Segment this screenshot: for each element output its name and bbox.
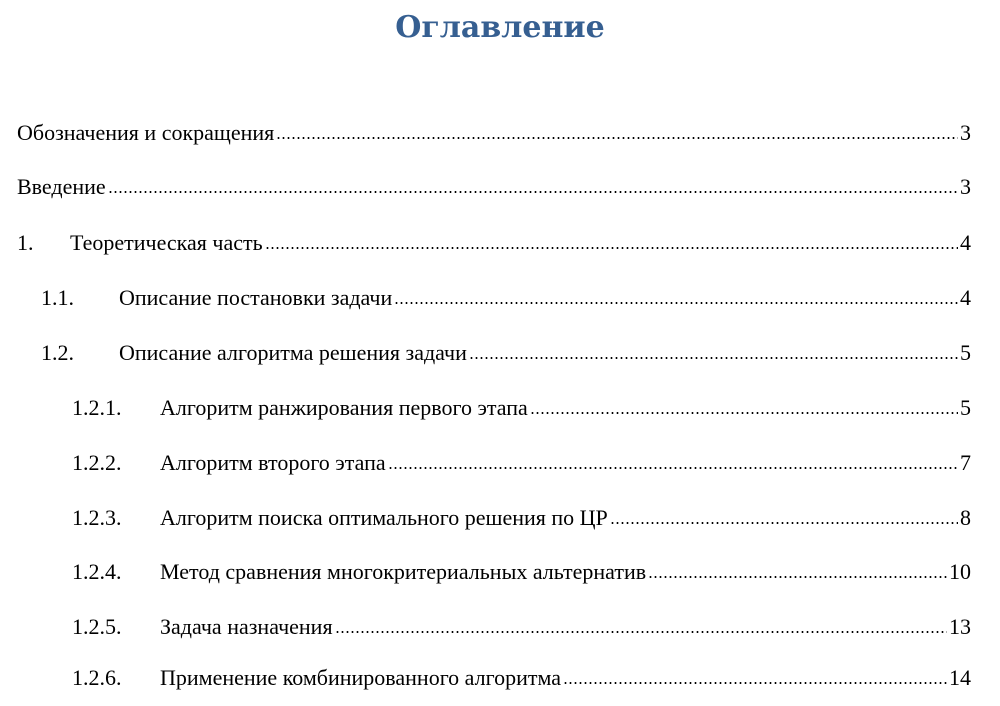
- toc-entry-text: Введение: [17, 174, 106, 199]
- toc-entry-text: Алгоритм ранжирования первого этапа: [160, 395, 528, 420]
- toc-entry-text: Применение комбинированного алгоритма: [160, 665, 562, 690]
- toc-entry-text: Задача назначения: [160, 614, 333, 639]
- toc-entry-text: Описание алгоритма решения задачи: [119, 340, 467, 365]
- toc-entry-number: 1.2.2.: [72, 450, 122, 475]
- toc-entry-page: 7: [960, 450, 971, 475]
- dot-leader: [469, 352, 958, 360]
- dot-leader: [394, 297, 958, 305]
- toc-entry-1-2-6[interactable]: [72, 663, 971, 693]
- toc-entry-1-2-3[interactable]: [72, 503, 971, 533]
- dot-leader: [530, 407, 958, 415]
- toc-entry-page: 5: [960, 340, 971, 365]
- toc-entry-number: 1.: [17, 230, 34, 255]
- toc-entry-number: 1.2.1.: [72, 395, 122, 420]
- toc-entry-text: Обозначения и сокращения: [17, 120, 275, 145]
- toc-entry-number: 1.2.4.: [72, 559, 122, 584]
- toc-entry-text: Теоретическая часть: [70, 230, 263, 255]
- toc-title: Оглавление: [395, 10, 605, 45]
- toc-entry-abbreviations[interactable]: [17, 118, 971, 148]
- dot-leader: [276, 132, 958, 140]
- toc-entry-1-2[interactable]: [41, 338, 971, 368]
- toc-entry-number: 1.2.3.: [72, 505, 122, 530]
- toc-entry-1-2-4[interactable]: [72, 557, 971, 587]
- toc-entry-1-1[interactable]: [41, 283, 971, 313]
- toc-entry-1-2-5[interactable]: [72, 612, 971, 642]
- toc-entry-text: Алгоритм второго этапа: [160, 450, 386, 475]
- toc-entry-1-2-1[interactable]: [72, 393, 971, 423]
- toc-entry-text: Описание постановки задачи: [119, 285, 393, 310]
- dot-leader: [610, 517, 958, 525]
- dot-leader: [335, 626, 947, 634]
- toc-entry-page: 8: [960, 505, 971, 530]
- toc-entry-page: 13: [949, 614, 971, 639]
- toc-entry-text: Метод сравнения многокритериальных альтернатив: [160, 559, 647, 584]
- toc-entry-page: 3: [960, 174, 971, 199]
- toc-entry-number: 1.1.: [41, 285, 74, 310]
- toc-entry-page: 10: [949, 559, 971, 584]
- toc-entry-number: 1.2.5.: [72, 614, 122, 639]
- dot-leader: [388, 462, 958, 470]
- toc-entry-page: 4: [960, 285, 971, 310]
- dot-leader: [563, 677, 947, 685]
- toc-entry-page: 5: [960, 395, 971, 420]
- dot-leader: [265, 242, 958, 250]
- toc-entry-page: 14: [949, 665, 971, 690]
- dot-leader: [648, 571, 947, 579]
- toc-entry-1-2-2[interactable]: [72, 448, 971, 478]
- toc-entry-number: 1.2.: [41, 340, 74, 365]
- dot-leader: [108, 186, 958, 194]
- toc-entry-text: Алгоритм поиска оптимального решения по ЦР: [160, 505, 608, 530]
- toc-entry-number: 1.2.6.: [72, 665, 122, 690]
- toc-entry-page: 4: [960, 230, 971, 255]
- toc-entry-1[interactable]: [17, 228, 971, 258]
- toc-entry-page: 3: [960, 120, 971, 145]
- toc-entry-introduction[interactable]: [17, 172, 971, 202]
